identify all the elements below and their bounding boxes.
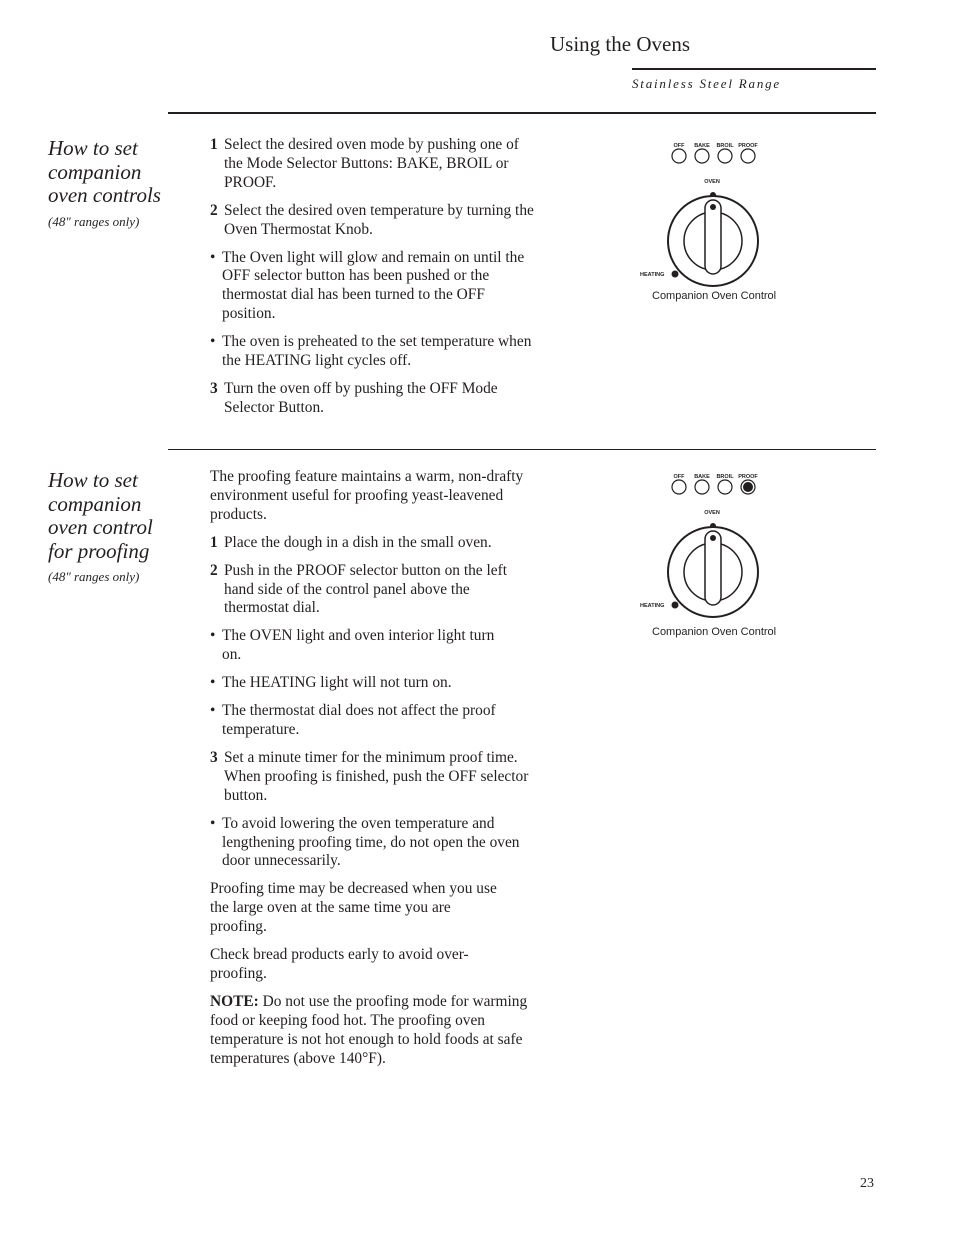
section2-bullet-1 (210, 627, 504, 665)
button-label-broil: BROIL (716, 143, 734, 149)
section2-step-1 (210, 534, 536, 553)
step-number: 3 (210, 748, 218, 766)
bullet-text: The HEATING light will not turn on. (222, 674, 452, 692)
bullet-icon: • (210, 333, 216, 351)
dial-pointer (710, 204, 716, 210)
button-label-bake: BAKE (694, 474, 710, 480)
step-text: Push in the PROOF selector button on the left hand side of the control panel above the thermostat dial. (224, 561, 507, 617)
section2-step-2 (210, 562, 536, 619)
section2-bullet-3 (210, 702, 536, 740)
step-text: Set a minute timer for the minimum proof time. When proofing is finished, push the OFF selector button. (224, 748, 529, 804)
diagram-caption: Companion Oven Control (652, 290, 777, 302)
button-label-off: OFF (673, 143, 685, 149)
section1-body (210, 136, 536, 427)
section2-step-3 (210, 749, 536, 806)
step-number: 2 (210, 201, 218, 219)
heating-indicator-light (672, 602, 679, 609)
section2-body (210, 468, 536, 1077)
page-subtitle: Stainless Steel Range (632, 76, 781, 91)
step-text: Place the dough in a dish in the small oven. (224, 533, 492, 551)
section1-note: (48″ ranges only) (48, 213, 140, 229)
section1-heading-block (48, 137, 163, 230)
off-button (672, 480, 686, 494)
section2-paragraph-1: Proofing time may be decreased when you use the large oven at the same time you are proofing. (210, 880, 497, 936)
proof-button-pressed (743, 482, 753, 492)
bullet-icon: • (210, 702, 216, 720)
section1-heading: How to set companion oven controls (48, 136, 161, 207)
bake-button (695, 149, 709, 163)
broil-button (718, 149, 732, 163)
section1-step-3 (210, 380, 536, 418)
section2-paragraph-2: Check bread products early to avoid over-proofing. (210, 946, 469, 982)
companion-oven-control-diagram-1 (638, 138, 788, 308)
bullet-text: The thermostat dial does not affect the proof temperature. (222, 702, 496, 738)
bullet-text: The oven is preheated to the set temperature when the HEATING light cycles off. (222, 333, 532, 370)
section2-bullet-4 (210, 815, 536, 872)
off-button (672, 149, 686, 163)
button-label-bake: BAKE (694, 143, 710, 149)
section1-bullet-2 (210, 333, 536, 371)
oven-label: OVEN (704, 510, 720, 516)
companion-oven-control-diagram-2 (638, 469, 788, 639)
bake-button (695, 480, 709, 494)
section1-step-2 (210, 202, 536, 240)
bullet-text: To avoid lowering the oven temperature and lengthening proofing time, do not open the oven door unnecessarily. (222, 814, 520, 870)
note-text: Do not use the proofing mode for warming food or keeping food hot. The proofing oven temperature is not hot enough to hold foods at safe temperatures (above 140°F). (210, 992, 528, 1067)
heating-indicator-light (672, 271, 679, 278)
oven-label: OVEN (704, 179, 720, 185)
page-number: 23 (860, 1176, 874, 1191)
section1-bullet-1 (210, 249, 536, 325)
step-text: Select the desired oven temperature by turning the Oven Thermostat Knob. (224, 201, 534, 238)
bullet-icon: • (210, 627, 216, 645)
bullet-text: The Oven light will glow and remain on until the OFF selector button has been pushed or the thermostat dial has been turned to the OFF position. (222, 248, 525, 323)
section2-heading-block (48, 469, 163, 585)
button-label-proof: PROOF (738, 143, 758, 149)
bullet-icon: • (210, 814, 216, 832)
button-label-off: OFF (673, 474, 685, 480)
button-label-broil: BROIL (716, 474, 734, 480)
step-number: 3 (210, 379, 218, 397)
note-label: NOTE: (210, 992, 259, 1010)
section2-bullet-2 (210, 674, 536, 693)
broil-button (718, 480, 732, 494)
step-number: 1 (210, 136, 218, 153)
page-title: Using the Ovens (550, 32, 690, 56)
bullet-text: The OVEN light and oven interior light turn on. (222, 627, 495, 664)
section2-note-paragraph (210, 993, 536, 1069)
step-text: Select the desired oven mode by pushing one of the Mode Selector Buttons: BAKE, BROIL or PROOF. (224, 136, 519, 191)
bullet-icon: • (210, 674, 216, 692)
proof-button (741, 149, 755, 163)
step-number: 2 (210, 561, 218, 579)
control-panel-illustration (638, 469, 788, 639)
section-divider-mid (168, 449, 876, 450)
button-label-proof: PROOF (738, 474, 758, 480)
step-text: Turn the oven off by pushing the OFF Mode Selector Button. (224, 379, 498, 416)
header-rule (632, 68, 876, 70)
dial-grip (705, 531, 721, 605)
heating-label: HEATING (640, 603, 665, 609)
control-panel-illustration (638, 138, 788, 308)
bullet-icon: • (210, 248, 216, 266)
dial-grip (705, 200, 721, 274)
section-divider-top (168, 112, 876, 114)
diagram-caption: Companion Oven Control (652, 626, 777, 638)
section2-note: (48″ ranges only) (48, 569, 140, 584)
heating-label: HEATING (640, 272, 665, 278)
step-number: 1 (210, 533, 218, 551)
dial-pointer (710, 535, 716, 541)
section2-heading: How to set companion oven control for proofing (48, 468, 153, 563)
section2-intro: The proofing feature maintains a warm, non-drafty environment useful for proofing yeast-leavened products. (210, 468, 524, 523)
section1-step-1 (210, 136, 536, 193)
